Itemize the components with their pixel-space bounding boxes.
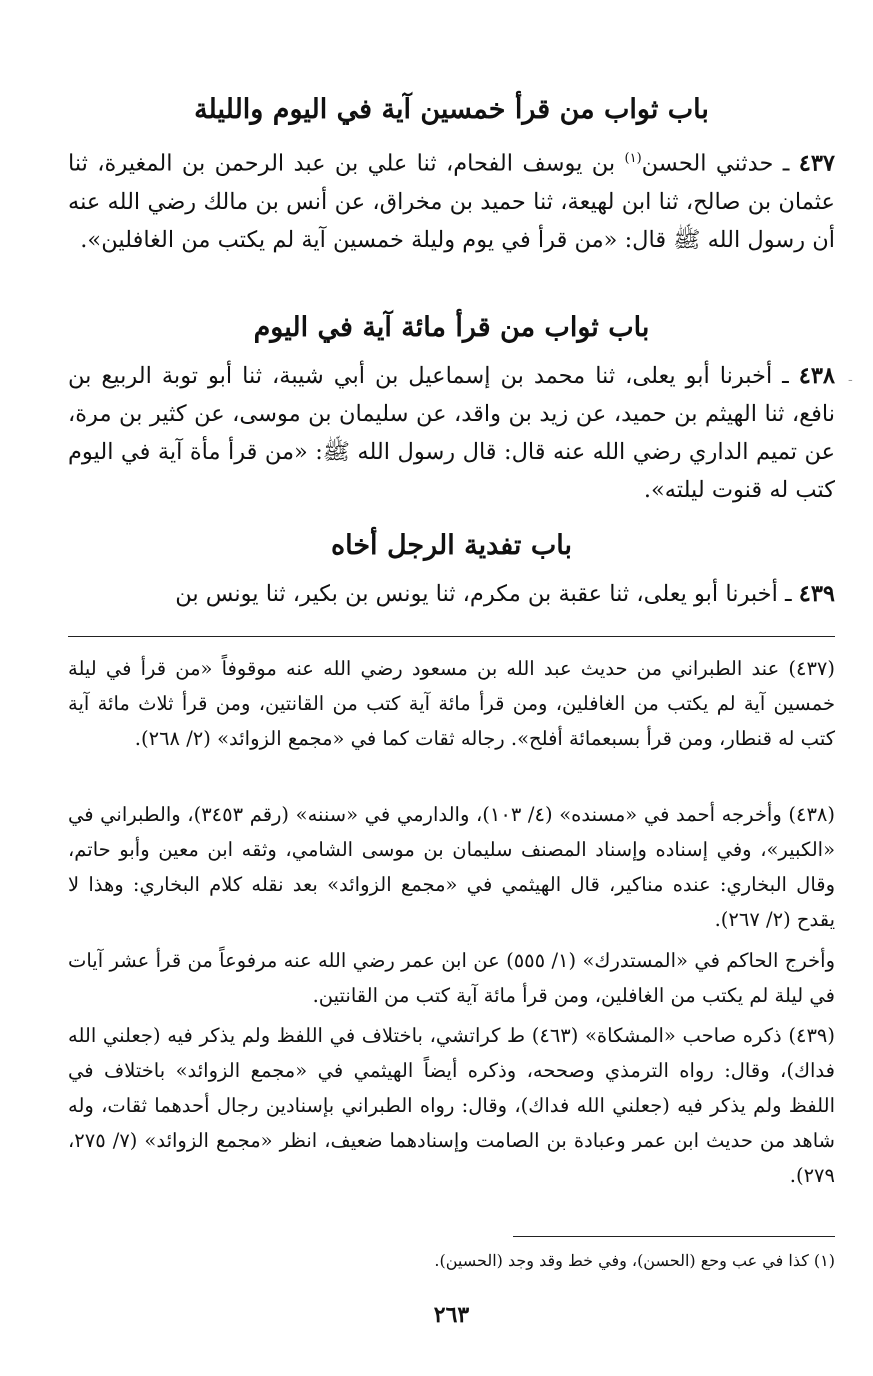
book-page xyxy=(68,0,835,1376)
hadith-number: ٤٣٨ xyxy=(798,363,835,389)
hadith-438 xyxy=(68,357,835,509)
note-439 xyxy=(68,1018,835,1193)
hadith-text-438 xyxy=(68,357,835,509)
hadith-text-part: أخبرنا أبو يعلى، ثنا محمد بن إسماعيل بن أبي شيبة، ثنا أبو توبة الربيع بن نافع، ثنا الهيثم بن حميد، عن زيد بن واقد، عن سليمان بن موسى، عن كثير بن مرة، عن تميم الداري رضي الله عنه قال: قال رسول الله ﷺ: «من قرأ مأة آية في اليوم كتب له قنوت ليلته». xyxy=(68,363,835,503)
hadith-text-437 xyxy=(68,140,835,259)
note-437 xyxy=(68,651,835,756)
section-heading-437: باب ثواب من قرأ خمسين آية في اليوم والليلة xyxy=(194,94,709,125)
section-heading-438: باب ثواب من قرأ مائة آية في اليوم xyxy=(253,312,650,343)
note-text: وأخرج الحاكم في «المستدرك» (١/ ٥٥٥) عن ابن عمر رضي الله عنه مرفوعاً من قرأ عشر آيات في ليلة لم يكتب من الغافلين، ومن قرأ مائة آية كتب من القانتين. xyxy=(68,949,835,1007)
note-438-cont xyxy=(68,943,835,1013)
page-number: ٢٦٣ xyxy=(433,1302,470,1328)
hadith-437 xyxy=(68,140,835,259)
note-text: (٤٣٨) وأخرجه أحمد في «مسنده» (٤/ ١٠٣)، والدارمي في «سننه» (رقم ٣٤٥٣)، والطبراني في «الكبير»، وفي إسناده وإسناد المصنف سليمان بن موسى الشامي، وثقه ابن معين وأبو حاتم، وقال البخاري: عنده مناكير، قال الهيثمي في «مجمع الزوائد» بعد نقله كلام البخاري: وهذا لا يقدح (٢/ ٢٦٧). xyxy=(68,803,835,931)
footnote-ref: (١) xyxy=(624,151,642,166)
hadith-dash: ـ xyxy=(777,581,799,607)
hadith-text-part: حدثني الحسن xyxy=(641,150,774,177)
hadith-number: ٤٣٩ xyxy=(798,581,835,607)
hadith-text-part: بن يوسف الفحام، ثنا علي بن عبد الرحمن بن المغيرة، ثنا عثمان بن صالح، ثنا ابن لهيعة، ثنا حميد بن مخراق، عن أنس بن مالك رضي الله عنه أن رسول الله ﷺ قال: «من قرأ في يوم وليلة خمسين آية لم يكتب من الغافلين». xyxy=(68,150,835,253)
hadith-text-439 xyxy=(68,575,835,613)
margin-mark: - xyxy=(848,372,853,388)
hadith-number: ٤٣٧ xyxy=(798,150,835,177)
note-text: (٤٣٧) عند الطبراني من حديث عبد الله بن مسعود رضي الله عنه موقوفاً «من قرأ في ليلة خمسين آية لم يكتب من الغافلين، ومن قرأ مائة آية كتب من القانتين، ومن قرأ ثلاث مائة آية كتب له قنطار، ومن قرأ بسبعمائة أفلح». رجاله ثقات كما في «مجمع الزوائد» (٢/ ٢٦٨). xyxy=(68,657,835,750)
notes-separator xyxy=(68,636,835,637)
hadith-dash: ـ xyxy=(773,150,799,177)
hadith-439 xyxy=(68,575,835,613)
hadith-text-part: أخبرنا أبو يعلى، ثنا عقبة بن مكرم، ثنا يونس بن بكير، ثنا يونس بن xyxy=(175,581,778,607)
note-438 xyxy=(68,797,835,937)
footnote-text: (١) كذا في عب وحع (الحسن)، وفي خط وقد وجد (الحسين). xyxy=(434,1251,835,1270)
footnote xyxy=(68,1250,835,1272)
section-heading-439: باب تفدية الرجل أخاه xyxy=(330,530,573,561)
hadith-dash: ـ xyxy=(772,363,799,389)
note-text: (٤٣٩) ذكره صاحب «المشكاة» (٤٦٣) ط كراتشي، باختلاف في اللفظ ولم يذكر فيه (جعلني الله فداك)، وقال: رواه الترمذي وصححه، وذكره أيضاً الهيثمي في «مجمع الزوائد» باختلاف في اللفظ ولم يذكر فيه (جعلني الله فداك)، وقال: رواه الطبراني بإسنادين رجال أحدهما ثقات، وله شاهد من حديث ابن عمر وعبادة بن الصامت وإسنادهما ضعيف، انظر «مجمع الزوائد» (٧/ ٢٧٥، ٢٧٩). xyxy=(68,1024,835,1187)
footnote-separator xyxy=(513,1236,835,1237)
